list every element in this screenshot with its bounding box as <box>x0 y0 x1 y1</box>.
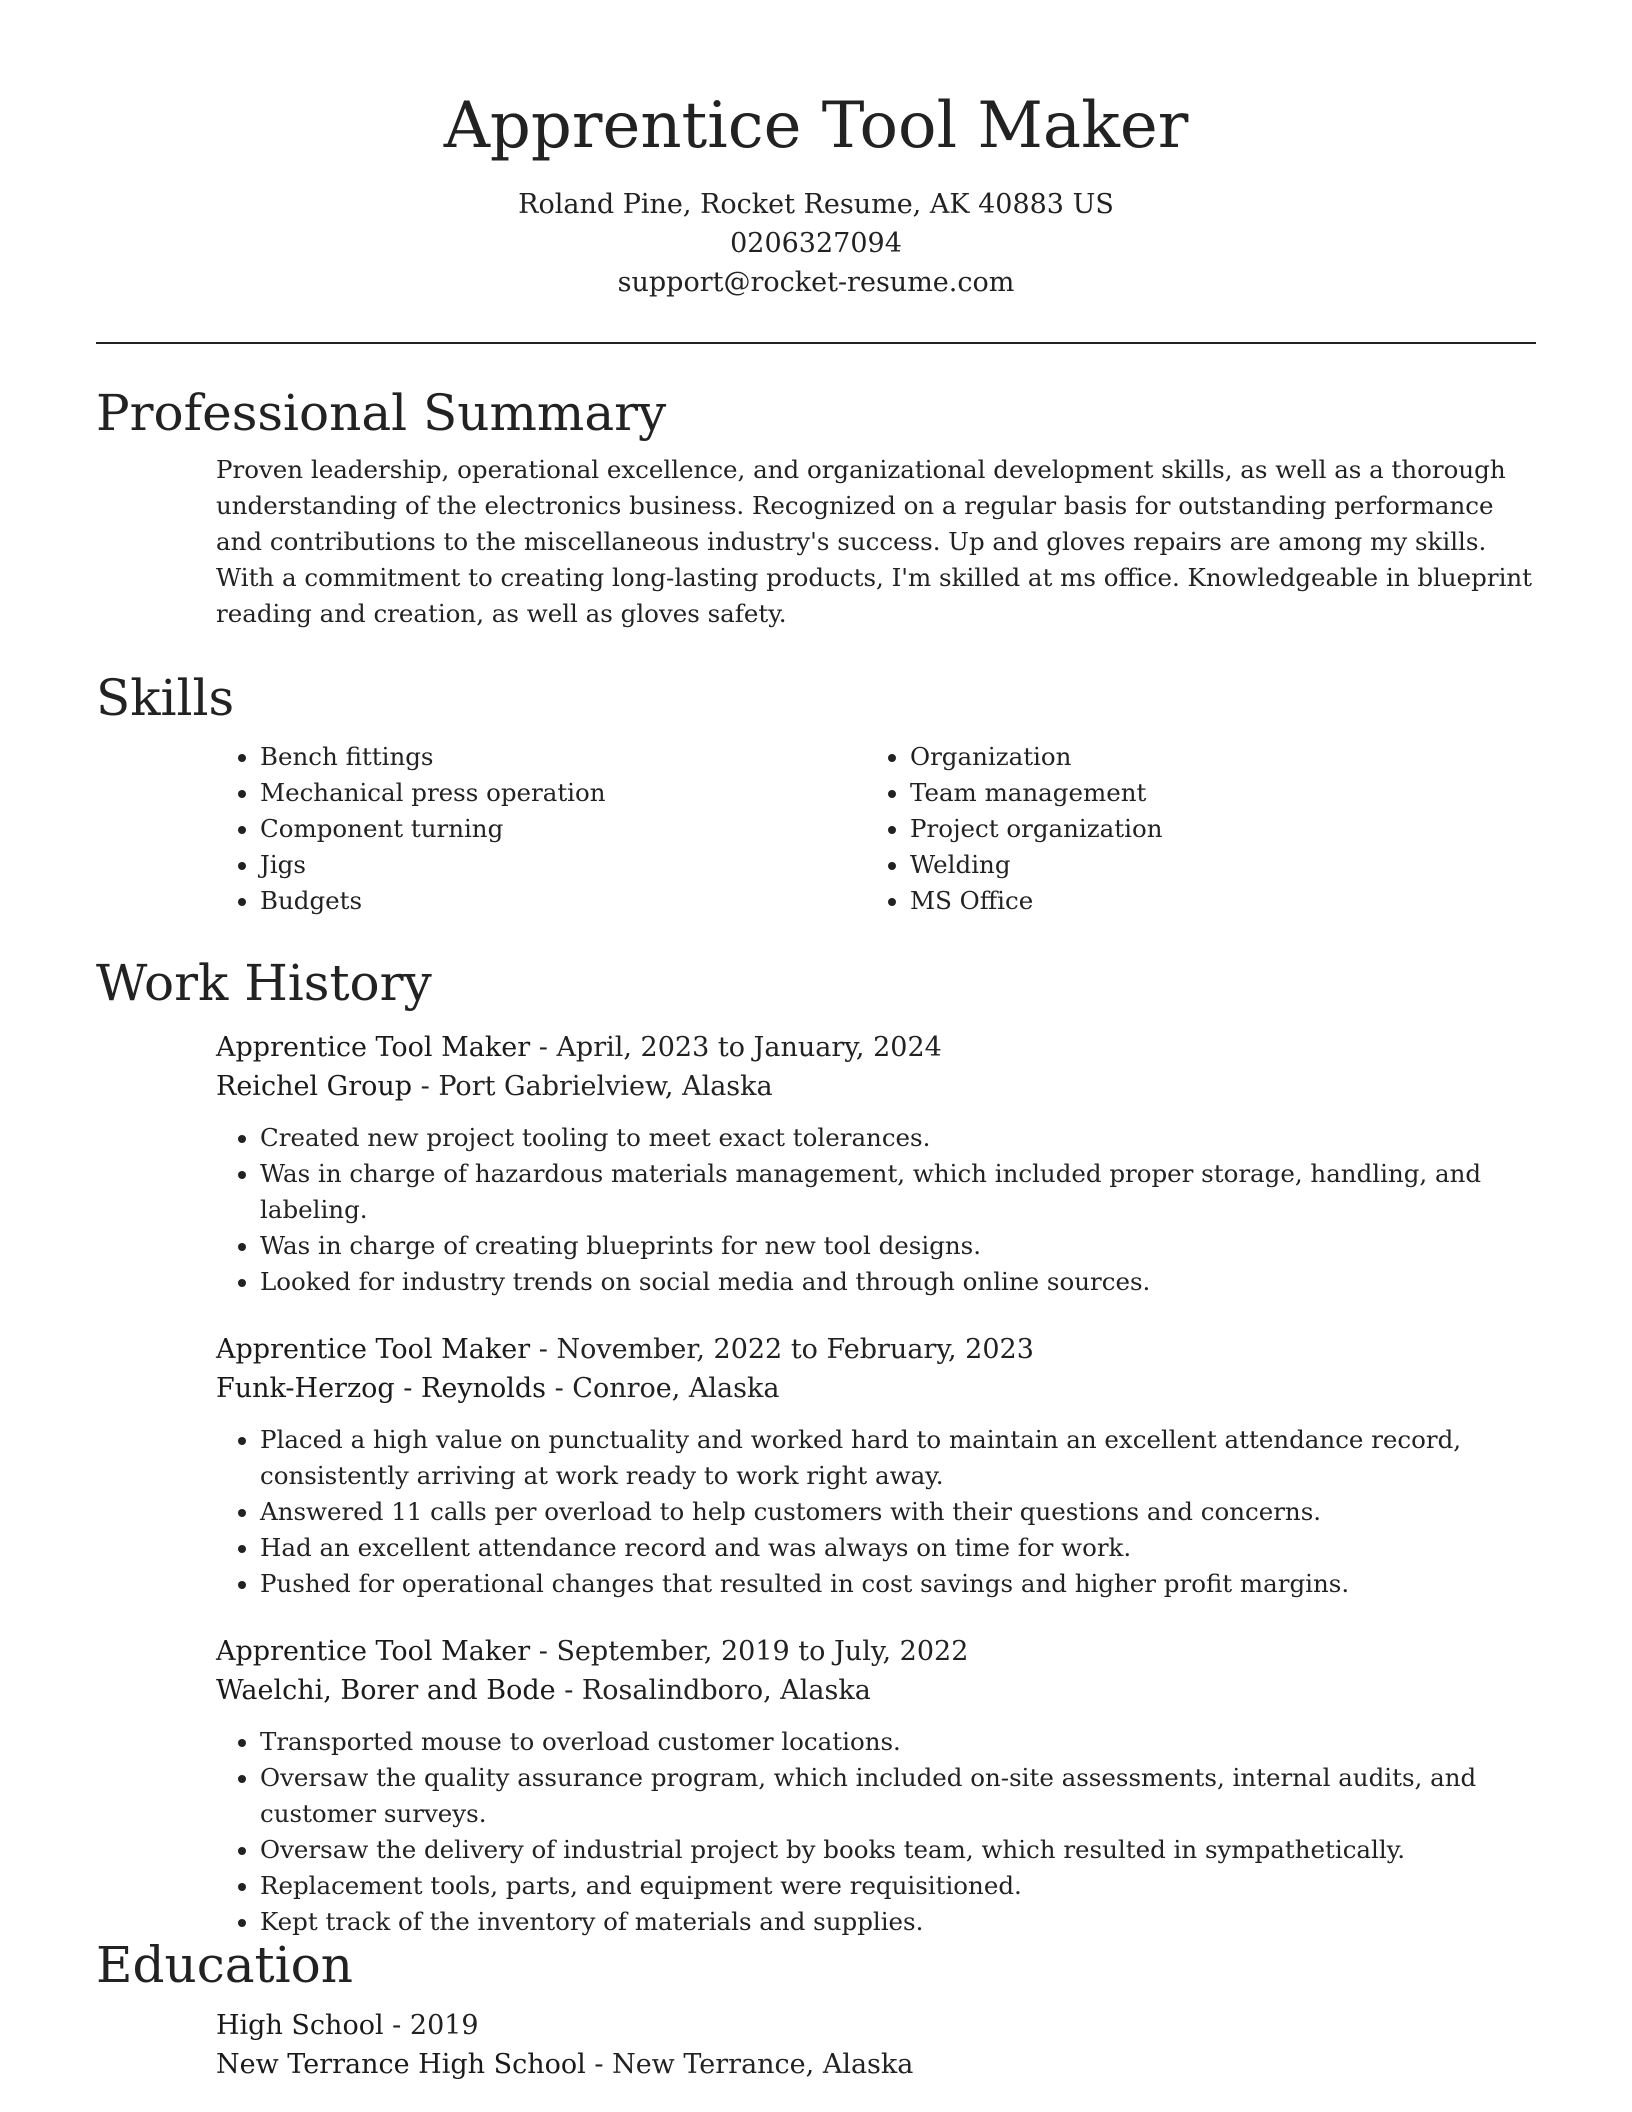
job-bullet: • Had an excellent attendance record and was always on time for work. <box>260 1530 1536 1566</box>
job-company-line <box>216 1067 1536 1106</box>
contact-phone: 0206327094 <box>730 228 902 259</box>
job-bullets <box>216 1422 1536 1602</box>
job-bullets <box>216 1120 1536 1300</box>
job-bullet: • Answered 11 calls per overload to help customers with their questions and concerns. <box>260 1494 1536 1530</box>
job-bullet: • Oversaw the delivery of industrial project by books team, which resulted in sympathetically. <box>260 1832 1536 1868</box>
skills-list-right <box>866 739 1516 919</box>
education-school: New Terrance High School <box>216 2049 586 2080</box>
job-dates: April, 2023 to January, 2024 <box>556 1032 942 1063</box>
separator: - <box>555 1675 582 1706</box>
separator: - <box>530 1636 557 1667</box>
education-title: Education <box>96 1936 353 1994</box>
skill-item: • Bench fittings <box>260 739 866 775</box>
skill-item: • MS Office <box>910 883 1516 919</box>
job-company: Reichel Group <box>216 1071 413 1102</box>
skill-item: • Project organization <box>910 811 1516 847</box>
separator: - <box>383 2010 410 2041</box>
job-bullet: • Replacement tools, parts, and equipment were requisitioned. <box>260 1868 1536 1904</box>
job-location: Port Gabrielview, Alaska <box>438 1071 773 1102</box>
skill-item: • Jigs <box>260 847 866 883</box>
job-company: Funk-Herzog - Reynolds <box>216 1373 546 1404</box>
resume-header <box>96 80 1536 302</box>
header-divider <box>96 342 1536 344</box>
separator: - <box>530 1334 557 1365</box>
job-company-line <box>216 1671 1536 1710</box>
skills-column-left <box>216 739 866 919</box>
skill-item: • Organization <box>910 739 1516 775</box>
candidate-name: Apprentice Tool Maker <box>443 89 1189 163</box>
job-dates: September, 2019 to July, 2022 <box>556 1636 969 1667</box>
job-bullet: • Pushed for operational changes that resulted in cost savings and higher profit margins. <box>260 1566 1536 1602</box>
job-company-line <box>216 1369 1536 1408</box>
job-position: Apprentice Tool Maker <box>216 1334 531 1365</box>
job-title-line <box>216 1330 1536 1369</box>
skills-list-left <box>216 739 866 919</box>
job-title-line <box>216 1632 1536 1671</box>
separator: - <box>412 1071 439 1102</box>
contact-email: support@rocket-resume.com <box>617 267 1015 298</box>
education-section <box>96 1932 1536 2084</box>
skill-item: • Budgets <box>260 883 866 919</box>
education-degree-line <box>216 2006 1536 2045</box>
skill-item: • Component turning <box>260 811 866 847</box>
skills-grid <box>216 739 1536 919</box>
job-bullet: • Kept track of the inventory of materials and supplies. <box>260 1904 1536 1940</box>
summary-title: Professional Summary <box>96 384 667 442</box>
education-entry <box>216 2006 1536 2084</box>
separator: - <box>546 1373 573 1404</box>
skill-item: • Team management <box>910 775 1516 811</box>
skills-section <box>96 665 1536 919</box>
work-history-title: Work History <box>96 954 432 1012</box>
job-bullet: • Placed a high value on punctuality and worked hard to maintain an excellent attendance record, consistently arriving at work ready to work right away. <box>260 1422 1536 1494</box>
education-body <box>216 2006 1536 2084</box>
summary-text: Proven leadership, operational excellence, and organizational development skills, as well as a thorough understanding of the electronics business. Recognized on a regular basis for outstanding performance and contributions to the miscellaneous industry's success. Up and gloves repairs are among my skills. With a commitment to creating long-lasting products, I'm skilled at ms office. Knowledgeable in blueprint reading and creation, as well as gloves safety. <box>216 455 1533 628</box>
skills-column-right <box>866 739 1516 919</box>
job-title-line <box>216 1028 1536 1067</box>
job-location: Conroe, Alaska <box>572 1373 780 1404</box>
job-entry <box>216 1028 1536 1300</box>
work-history-body <box>216 1028 1536 1940</box>
summary-section <box>96 380 1536 632</box>
job-bullet: • Looked for industry trends on social media and through online sources. <box>260 1264 1536 1300</box>
job-entry <box>216 1330 1536 1602</box>
job-dates: November, 2022 to February, 2023 <box>556 1334 1034 1365</box>
job-company: Waelchi, Borer and Bode <box>216 1675 556 1706</box>
skill-item: • Welding <box>910 847 1516 883</box>
job-bullet: • Oversaw the quality assurance program, which included on-site assessments, internal audits, and customer surveys. <box>260 1760 1536 1832</box>
job-bullet: • Was in charge of hazardous materials management, which included proper storage, handling, and labeling. <box>260 1156 1536 1228</box>
education-degree: High School <box>216 2010 384 2041</box>
job-bullet: • Was in charge of creating blueprints for new tool designs. <box>260 1228 1536 1264</box>
education-year: 2019 <box>409 2010 479 2041</box>
education-location: New Terrance, Alaska <box>612 2049 914 2080</box>
job-location: Rosalindboro, Alaska <box>581 1675 871 1706</box>
job-position: Apprentice Tool Maker <box>216 1032 531 1063</box>
skills-title: Skills <box>96 669 235 727</box>
summary-body <box>216 452 1536 632</box>
skill-item: • Mechanical press operation <box>260 775 866 811</box>
job-entry <box>216 1632 1536 1940</box>
job-bullet: • Transported mouse to overload customer locations. <box>260 1724 1536 1760</box>
job-bullet: • Created new project tooling to meet exact tolerances. <box>260 1120 1536 1156</box>
separator: - <box>530 1032 557 1063</box>
separator: - <box>585 2049 613 2080</box>
job-position: Apprentice Tool Maker <box>216 1636 531 1667</box>
education-school-line <box>216 2045 1536 2084</box>
skills-body <box>216 739 1536 919</box>
work-history-section <box>96 950 1536 1940</box>
job-bullets <box>216 1724 1536 1940</box>
contact-address: Roland Pine, Rocket Resume, AK 40883 US <box>518 189 1114 220</box>
